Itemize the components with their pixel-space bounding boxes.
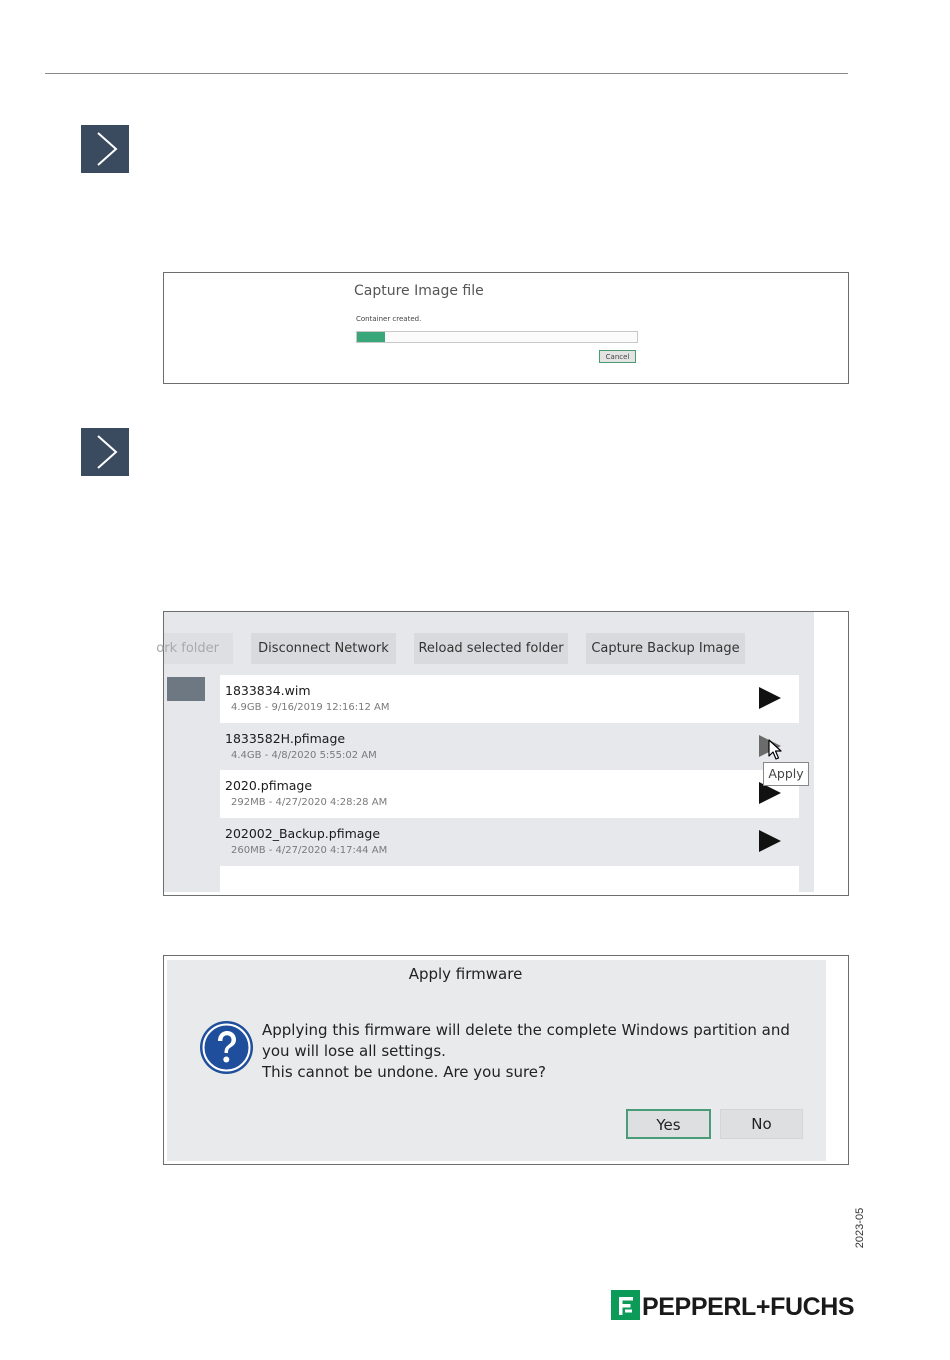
file-name: 202002_Backup.pfimage — [225, 826, 381, 841]
brand-logo-icon — [611, 1290, 640, 1320]
dialog-message-line: Applying this firmware will delete the complete Windows partition and you will lose all settings. — [262, 1021, 790, 1060]
cancel-button[interactable]: Cancel — [599, 350, 636, 363]
file-meta: 4.9GB - 9/16/2019 12:16:12 AM — [231, 702, 390, 713]
dialog-title: Apply firmware — [408, 965, 523, 983]
capture-progress-fill — [357, 332, 385, 342]
network-folder-button[interactable] — [156, 633, 233, 664]
file-meta: 292MB - 4/27/2020 4:28:28 AM — [231, 797, 388, 808]
apply-tooltip: Apply — [763, 762, 809, 786]
header-rule — [45, 73, 848, 74]
file-row-empty — [220, 866, 799, 892]
step-arrow-icon — [81, 125, 129, 173]
capture-dialog-title: Capture Image file — [354, 283, 484, 299]
play-icon[interactable] — [759, 830, 781, 852]
file-row[interactable] — [220, 675, 799, 723]
file-list — [220, 675, 799, 892]
file-name: 2020.pfimage — [225, 778, 313, 793]
disconnect-network-button[interactable]: Disconnect Network — [251, 633, 396, 664]
file-meta: 260MB - 4/27/2020 4:17:44 AM — [231, 845, 388, 856]
file-browser-screenshot — [156, 611, 849, 896]
reload-folder-button[interactable]: Reload selected folder — [414, 633, 568, 664]
step-arrow-icon — [81, 428, 129, 476]
capture-backup-button[interactable]: Capture Backup Image — [586, 633, 745, 664]
file-name: 1833834.wim — [225, 683, 311, 698]
file-name: 1833582H.pfimage — [225, 731, 346, 746]
file-row[interactable] — [220, 723, 799, 771]
dialog-message-line: This cannot be undone. Are you sure? — [262, 1063, 546, 1081]
file-meta: 4.4GB - 4/8/2020 5:55:02 AM — [231, 750, 377, 761]
apply-firmware-screenshot — [163, 955, 849, 1165]
capture-status-text: Container created. — [356, 315, 422, 323]
dialog-message — [262, 1020, 807, 1083]
brand-name: PEPPERL+FUCHS — [642, 1293, 855, 1321]
question-icon — [199, 1020, 254, 1079]
document-date: 2023-05 — [854, 1207, 866, 1249]
no-button[interactable]: No — [720, 1109, 803, 1139]
yes-button[interactable]: Yes — [626, 1109, 711, 1139]
network-folder-button-label: ork folder — [156, 641, 219, 656]
capture-image-screenshot — [163, 272, 849, 384]
file-row[interactable] — [220, 770, 799, 818]
file-row[interactable] — [220, 818, 799, 866]
capture-progress-bar — [356, 331, 638, 343]
selected-folder-item[interactable] — [167, 677, 205, 701]
play-icon[interactable] — [759, 687, 781, 709]
